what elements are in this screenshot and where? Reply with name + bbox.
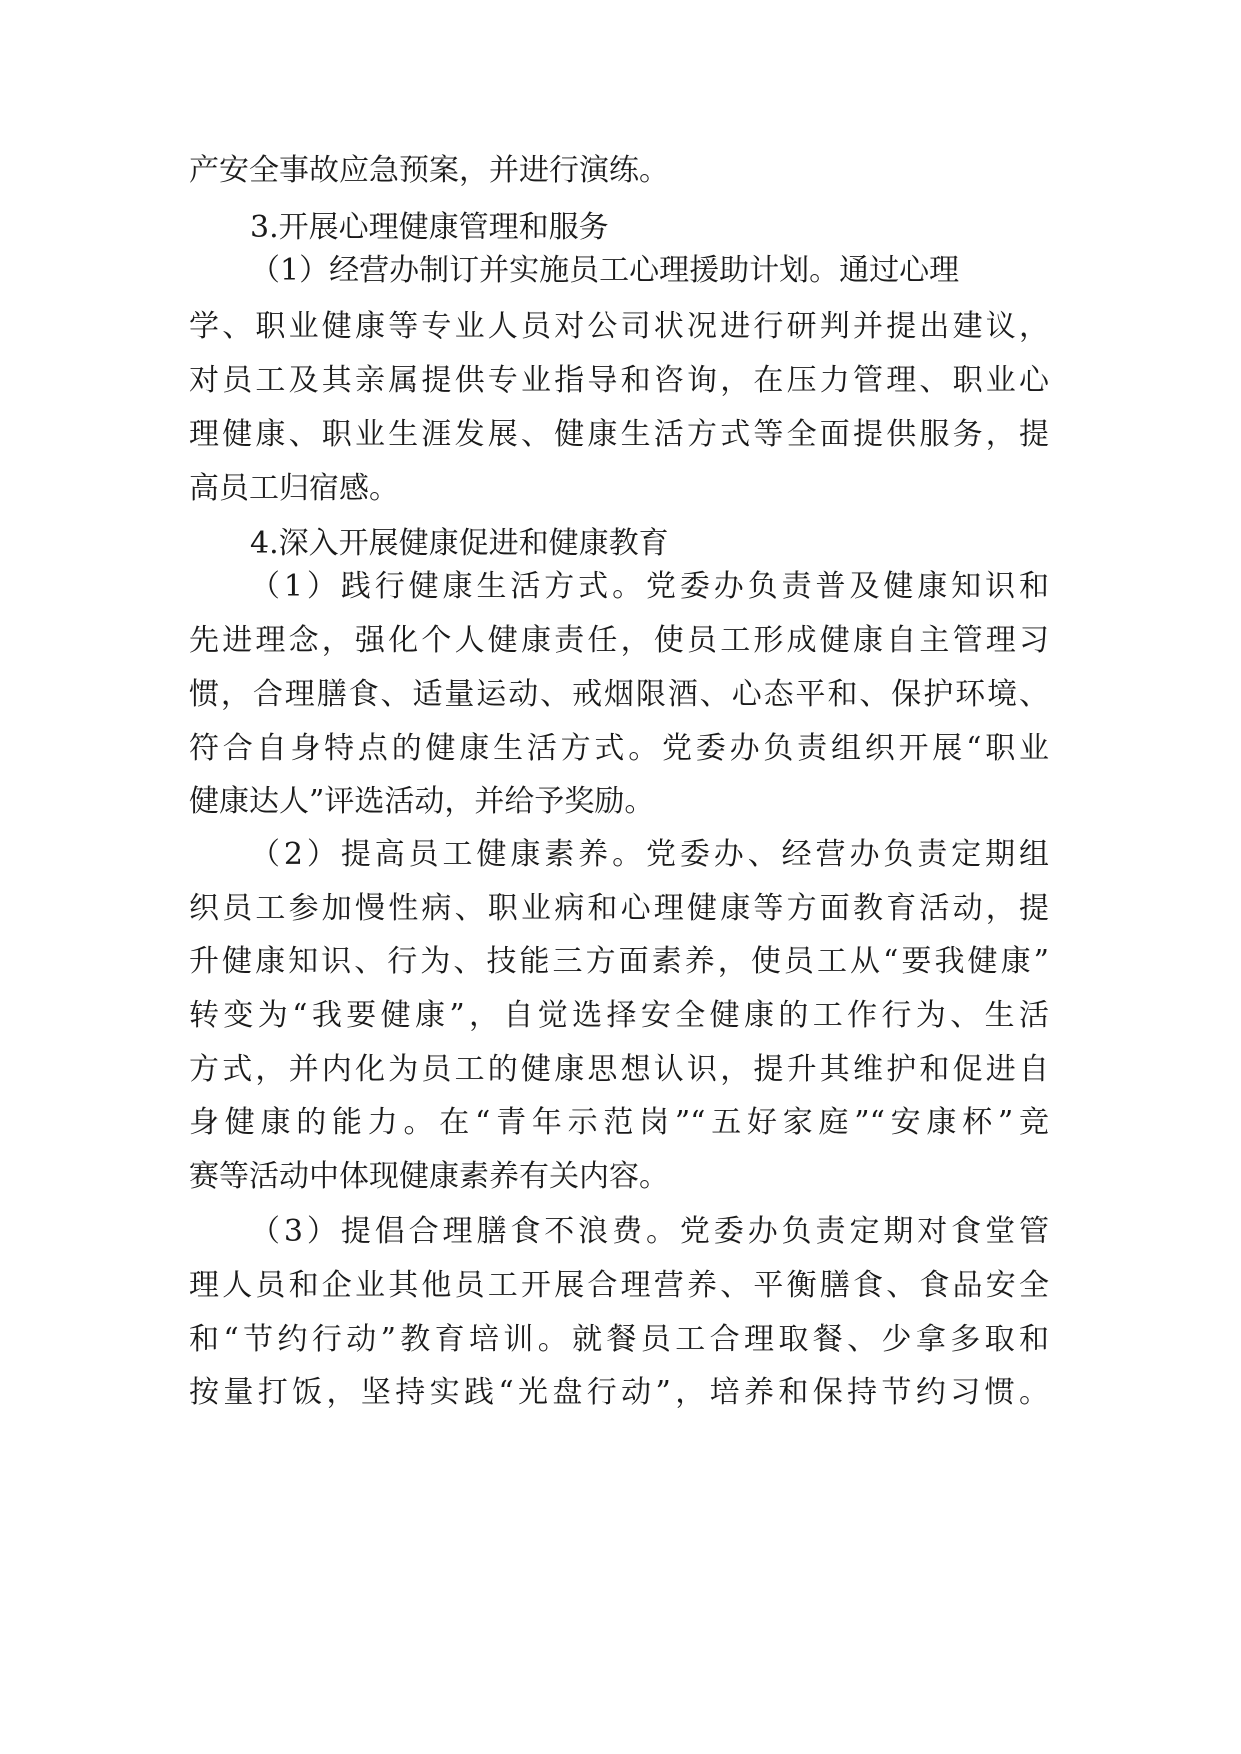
text-line: 符合自身特点的健康生活方式。党委办负责组织开展“职业 [189, 731, 1049, 766]
text-line: 织员工参加慢性病、职业病和心理健康等方面教育活动，提 [189, 891, 1049, 926]
text-line: （3）提倡合理膳食不浪费。党委办负责定期对食堂管 [250, 1214, 1049, 1249]
text-line: （1）经营办制订并实施员工心理援助计划。通过心理 [250, 253, 960, 288]
text-line: （1）践行健康生活方式。党委办负责普及健康知识和 [250, 569, 1049, 604]
text-line: 赛等活动中体现健康素养有关内容。 [189, 1159, 669, 1194]
text-line: 理健康、职业生涯发展、健康生活方式等全面提供服务，提 [189, 417, 1049, 452]
text-line: 高员工归宿感。 [189, 471, 399, 506]
text-line: 升健康知识、行为、技能三方面素养，使员工从“要我健康” [189, 944, 1049, 979]
text-line: 学、职业健康等专业人员对公司状况进行研判并提出建议， [189, 309, 1049, 344]
section-heading: 4.深入开展健康促进和健康教育 [250, 526, 669, 561]
text-line: 方式，并内化为员工的健康思想认识，提升其维护和促进自 [189, 1052, 1049, 1087]
text-line: 健康达人”评选活动，并给予奖励。 [189, 784, 655, 819]
text-line: 身健康的能力。在“青年示范岗”“五好家庭”“安康杯”竞 [189, 1105, 1049, 1140]
text-line: 按量打饭，坚持实践“光盘行动”，培养和保持节约习惯。 [189, 1375, 1049, 1410]
text-line: 理人员和企业其他员工开展合理营养、平衡膳食、食品安全 [189, 1268, 1049, 1303]
text-line: 和“节约行动”教育培训。就餐员工合理取餐、少拿多取和 [189, 1322, 1049, 1357]
text-line: 产安全事故应急预案，并进行演练。 [189, 153, 669, 188]
text-line: （2）提高员工健康素养。党委办、经营办负责定期组 [250, 837, 1049, 872]
section-heading: 3.开展心理健康管理和服务 [250, 210, 609, 245]
text-line: 对员工及其亲属提供专业指导和咨询，在压力管理、职业心 [189, 363, 1049, 398]
text-line: 惯，合理膳食、适量运动、戒烟限酒、心态平和、保护环境、 [189, 677, 1049, 712]
text-line: 转变为“我要健康”，自觉选择安全健康的工作行为、生活 [189, 998, 1049, 1033]
text-line: 先进理念，强化个人健康责任，使员工形成健康自主管理习 [189, 623, 1049, 658]
